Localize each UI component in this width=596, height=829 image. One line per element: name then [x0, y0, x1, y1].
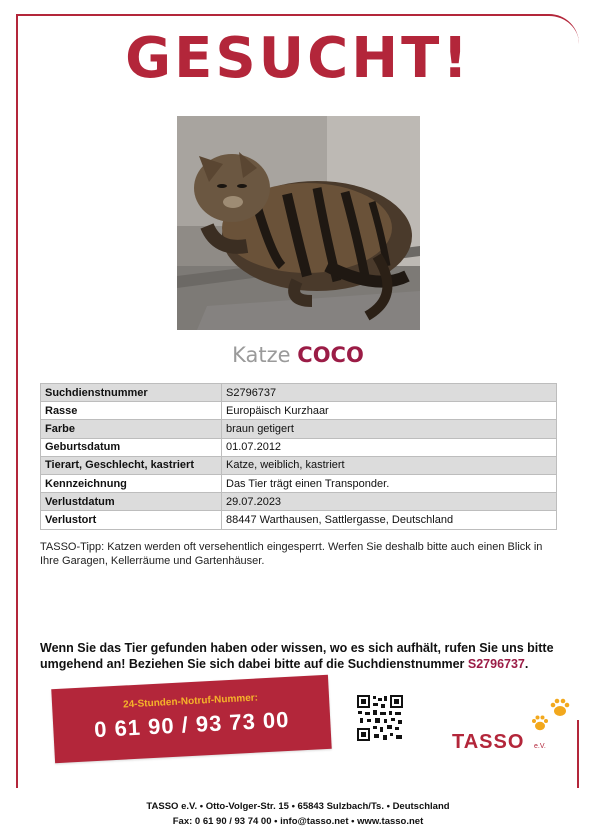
row-label: Kennzeichnung	[41, 474, 222, 492]
row-value: Das Tier trägt einen Transponder.	[222, 474, 557, 492]
footer	[0, 799, 596, 829]
search-number: S2796737	[467, 657, 525, 671]
row-value: Katze, weiblich, kastriert	[222, 456, 557, 474]
table-row	[41, 474, 557, 492]
row-label: Tierart, Geschlecht, kastriert	[41, 456, 222, 474]
footer-address	[0, 799, 596, 814]
row-value: 01.07.2012	[222, 438, 557, 456]
logo-word: TASSO	[452, 731, 525, 753]
row-label: Verlustdatum	[41, 493, 222, 511]
table-row	[41, 456, 557, 474]
row-label: Verlustort	[41, 511, 222, 529]
table-row	[41, 384, 557, 402]
row-value: Europäisch Kurzhaar	[222, 402, 557, 420]
row-label: Geburtsdatum	[41, 438, 222, 456]
logo-suffix: e.V.	[534, 743, 546, 750]
hotline-label: 24-Stunden-Notruf-Nummer:	[122, 692, 259, 711]
pet-species: Katze	[232, 343, 291, 367]
call-text: Wenn Sie das Tier gefunden haben oder wissen, wo es sich aufhält, rufen Sie uns bitte umgehend an! Beziehen Sie sich dabei bitte auf die Suchdienstnummer	[40, 641, 554, 671]
row-value: braun getigert	[222, 420, 557, 438]
row-label: Farbe	[41, 420, 222, 438]
table-row	[41, 493, 557, 511]
table-row	[41, 420, 557, 438]
row-value: S2796737	[222, 384, 557, 402]
page-title: GESUCHT!	[125, 26, 471, 91]
call-to-action	[40, 640, 560, 672]
footer-line-1: TASSO e.V. • Otto-Volger-Str. 15 • 65843 Sulzbach/Ts. • Deutschland	[146, 801, 450, 812]
paw-icon	[530, 697, 574, 733]
call-end: .	[524, 657, 529, 671]
pet-heading	[0, 343, 596, 367]
cat-photo	[177, 116, 420, 330]
table-row	[41, 402, 557, 420]
hotline-box	[51, 675, 331, 763]
qr-code-icon[interactable]	[356, 694, 404, 742]
row-value: 88447 Warthausen, Sattlergasse, Deutschland	[222, 511, 557, 529]
pet-name: COCO	[297, 343, 364, 367]
frame-line	[577, 720, 579, 788]
hotline-number[interactable]: 0 61 90 / 93 73 00	[93, 706, 290, 743]
table-row	[41, 511, 557, 529]
tasso-tip: TASSO-Tipp: Katzen werden oft versehentlich eingesperrt. Werfen Sie deshalb bitte auch einen Blick in Ihre Garagen, Kellerräume und Gartenhäuser.	[40, 541, 543, 567]
details-table	[40, 383, 557, 530]
row-label: Rasse	[41, 402, 222, 420]
row-label: Suchdienstnummer	[41, 384, 222, 402]
tasso-logo	[452, 697, 574, 757]
row-value: 29.07.2023	[222, 493, 557, 511]
footer-contact	[0, 814, 596, 829]
footer-line-2[interactable]: Fax: 0 61 90 / 93 74 00 • info@tasso.net • www.tasso.net	[172, 816, 424, 827]
table-row	[41, 438, 557, 456]
